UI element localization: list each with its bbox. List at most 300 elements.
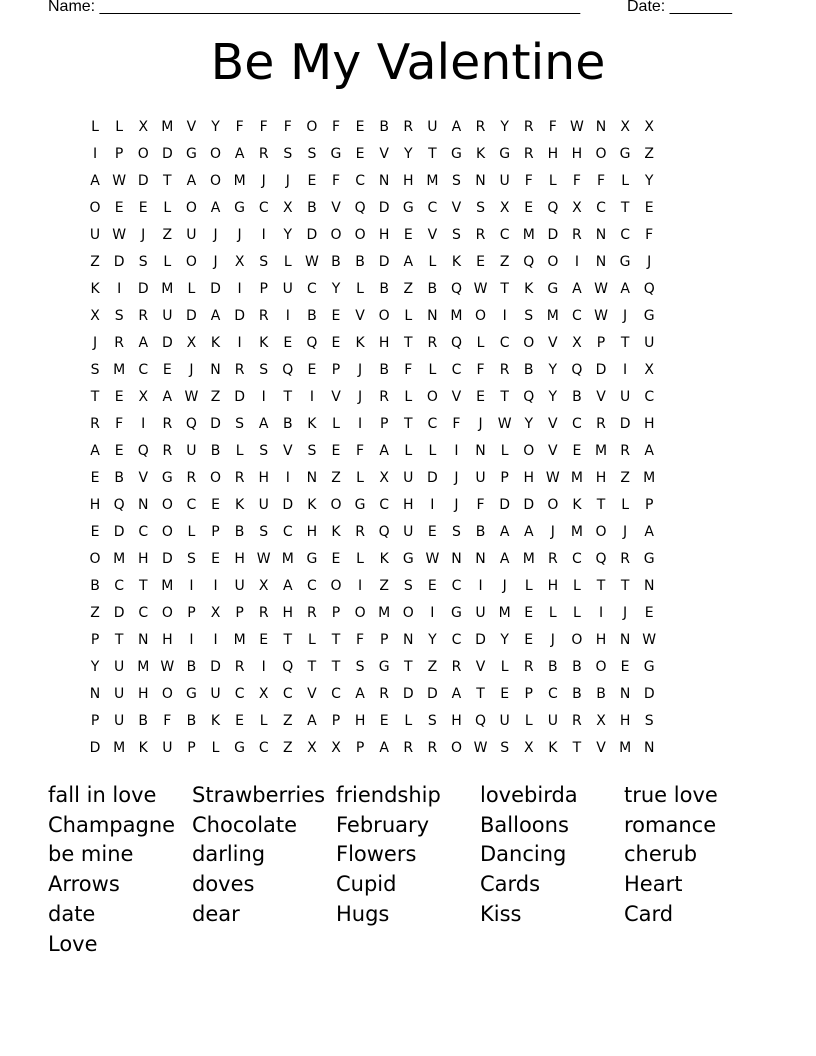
grid-letter[interactable]: N xyxy=(210,361,221,378)
grid-letter[interactable]: X xyxy=(90,307,100,324)
grid-letter[interactable]: U xyxy=(234,577,245,594)
grid-letter[interactable]: G xyxy=(499,145,511,162)
grid-letter[interactable]: S xyxy=(452,523,461,540)
grid-letter[interactable]: I xyxy=(213,631,218,648)
grid-letter[interactable]: O xyxy=(595,523,607,540)
grid-letter[interactable]: A xyxy=(186,172,197,189)
grid-letter[interactable]: O xyxy=(378,307,390,324)
grid-letter[interactable]: M xyxy=(137,658,150,675)
grid-letter[interactable]: V xyxy=(548,442,558,459)
grid-letter[interactable]: S xyxy=(452,172,461,189)
grid-letter[interactable]: W xyxy=(473,280,488,297)
grid-letter[interactable]: V xyxy=(331,388,341,405)
grid-letter[interactable]: I xyxy=(213,577,218,594)
grid-letter[interactable]: X xyxy=(572,334,582,351)
grid-letter[interactable]: J xyxy=(213,226,218,243)
grid-letter[interactable]: M xyxy=(643,469,656,486)
grid-letter[interactable]: E xyxy=(259,631,269,648)
grid-letter[interactable]: U xyxy=(186,442,197,459)
grid-letter[interactable]: M xyxy=(161,118,174,135)
grid-letter[interactable]: Q xyxy=(282,658,294,675)
grid-letter[interactable]: P xyxy=(379,631,389,648)
grid-letter[interactable]: A xyxy=(451,685,462,702)
grid-letter[interactable]: W xyxy=(160,658,175,675)
grid-letter[interactable]: R xyxy=(403,118,414,135)
grid-letter[interactable]: B xyxy=(379,361,389,378)
grid-letter[interactable]: E xyxy=(90,469,100,486)
grid-letter[interactable]: O xyxy=(523,334,535,351)
grid-letter[interactable]: M xyxy=(522,226,535,243)
grid-letter[interactable]: B xyxy=(596,685,606,702)
grid-letter[interactable]: A xyxy=(234,145,245,162)
grid-letter[interactable]: D xyxy=(306,226,318,243)
grid-letter[interactable]: Z xyxy=(90,604,100,621)
grid-letter[interactable]: T xyxy=(163,172,172,189)
grid-letter[interactable]: N xyxy=(89,685,101,702)
grid-letter[interactable]: A xyxy=(523,523,534,540)
grid-letter[interactable]: F xyxy=(596,172,606,189)
grid-letter[interactable]: V xyxy=(596,739,606,756)
grid-letter[interactable]: D xyxy=(137,280,149,297)
grid-letter[interactable]: K xyxy=(451,253,462,270)
grid-letter[interactable]: S xyxy=(403,577,413,594)
grid-letter[interactable]: G xyxy=(451,145,462,162)
grid-letter[interactable]: D xyxy=(378,253,390,270)
grid-letter[interactable]: T xyxy=(500,280,509,297)
grid-letter[interactable]: Y xyxy=(428,631,437,648)
grid-letter[interactable]: Q xyxy=(523,253,535,270)
grid-letter[interactable]: E xyxy=(162,361,172,378)
grid-letter[interactable]: J xyxy=(623,523,628,540)
grid-letter[interactable]: N xyxy=(619,631,631,648)
grid-letter[interactable]: W xyxy=(594,307,608,324)
grid-letter[interactable]: L xyxy=(621,496,630,513)
grid-letter[interactable]: H xyxy=(523,469,534,486)
grid-letter[interactable]: N xyxy=(475,442,486,459)
grid-letter[interactable]: L xyxy=(500,442,509,459)
grid-letter[interactable]: D xyxy=(234,388,245,405)
grid-letter[interactable]: O xyxy=(137,145,149,162)
grid-letter[interactable]: U xyxy=(619,388,631,405)
grid-letter[interactable]: G xyxy=(378,658,390,675)
grid-letter[interactable]: J xyxy=(237,226,242,243)
grid-letter[interactable]: C xyxy=(234,685,245,702)
grid-letter[interactable]: A xyxy=(403,253,414,270)
grid-letter[interactable]: H xyxy=(89,496,101,513)
grid-letter[interactable]: D xyxy=(547,226,559,243)
grid-letter[interactable]: C xyxy=(282,523,293,540)
grid-letter[interactable]: H xyxy=(595,469,607,486)
grid-letter[interactable]: L xyxy=(235,442,244,459)
grid-letter[interactable]: D xyxy=(186,307,197,324)
grid-letter[interactable]: H xyxy=(571,145,583,162)
grid-letter[interactable]: C xyxy=(499,334,510,351)
grid-letter[interactable]: D xyxy=(89,739,101,756)
grid-letter[interactable]: U xyxy=(475,604,486,621)
grid-letter[interactable]: C xyxy=(427,415,438,432)
grid-letter[interactable]: Q xyxy=(547,199,559,216)
grid-letter[interactable]: P xyxy=(90,712,100,729)
grid-letter[interactable]: J xyxy=(358,361,363,378)
grid-letter[interactable]: R xyxy=(162,415,173,432)
grid-letter[interactable]: E xyxy=(307,361,317,378)
grid-letter[interactable]: X xyxy=(572,199,582,216)
grid-letter[interactable]: J xyxy=(550,631,555,648)
grid-letter[interactable]: O xyxy=(185,199,197,216)
grid-letter[interactable]: I xyxy=(117,280,122,297)
grid-letter[interactable]: F xyxy=(524,172,533,189)
grid-letter[interactable]: O xyxy=(354,226,366,243)
grid-letter[interactable]: S xyxy=(355,658,365,675)
grid-letter[interactable]: R xyxy=(403,739,414,756)
grid-letter[interactable]: X xyxy=(138,118,149,135)
grid-letter[interactable]: B xyxy=(572,388,582,405)
grid-letter[interactable]: M xyxy=(233,631,246,648)
grid-letter[interactable]: V xyxy=(451,199,462,216)
grid-letter[interactable]: C xyxy=(547,685,558,702)
grid-letter[interactable]: Y xyxy=(524,415,534,432)
grid-letter[interactable]: C xyxy=(427,199,438,216)
grid-letter[interactable]: J xyxy=(213,253,218,270)
grid-letter[interactable]: A xyxy=(355,685,365,702)
grid-letter[interactable]: H xyxy=(282,604,294,621)
grid-letter[interactable]: R xyxy=(620,550,630,567)
grid-letter[interactable]: P xyxy=(90,631,100,648)
grid-letter[interactable]: U xyxy=(210,685,221,702)
grid-letter[interactable]: I xyxy=(92,145,98,162)
grid-letter[interactable]: E xyxy=(307,172,317,189)
grid-letter[interactable]: L xyxy=(211,739,220,756)
grid-letter[interactable]: R xyxy=(523,658,534,675)
grid-letter[interactable]: Y xyxy=(403,145,413,162)
grid-letter[interactable]: P xyxy=(235,604,244,621)
grid-letter[interactable]: O xyxy=(595,145,607,162)
grid-letter[interactable]: F xyxy=(283,118,292,135)
grid-letter[interactable]: O xyxy=(330,577,342,594)
grid-letter[interactable]: M xyxy=(619,739,632,756)
grid-letter[interactable]: A xyxy=(451,118,462,135)
grid-letter[interactable]: D xyxy=(402,685,414,702)
grid-letter[interactable]: X xyxy=(283,199,293,216)
grid-letter[interactable]: Y xyxy=(548,388,558,405)
grid-letter[interactable]: K xyxy=(355,334,365,351)
grid-letter[interactable]: Y xyxy=(500,631,509,648)
grid-letter[interactable]: Q xyxy=(185,415,197,432)
grid-letter[interactable]: S xyxy=(259,523,269,540)
grid-letter[interactable]: C xyxy=(451,361,462,378)
grid-letter[interactable]: M xyxy=(546,307,559,324)
grid-letter[interactable]: E xyxy=(331,550,341,567)
grid-letter[interactable]: Q xyxy=(475,712,487,729)
grid-letter[interactable]: U xyxy=(162,739,173,756)
grid-letter[interactable]: L xyxy=(259,712,268,729)
grid-letter[interactable]: I xyxy=(237,334,242,351)
grid-letter[interactable]: P xyxy=(596,334,606,351)
grid-letter[interactable]: D xyxy=(113,523,125,540)
grid-letter[interactable]: H xyxy=(306,523,318,540)
grid-letter[interactable]: D xyxy=(161,145,173,162)
grid-letter[interactable]: K xyxy=(259,334,269,351)
grid-letter[interactable]: Y xyxy=(90,658,100,675)
grid-letter[interactable]: P xyxy=(187,739,196,756)
grid-letter[interactable]: B xyxy=(331,253,341,270)
grid-letter[interactable]: I xyxy=(478,577,483,594)
grid-letter[interactable]: T xyxy=(620,199,630,216)
grid-letter[interactable]: F xyxy=(331,118,341,135)
grid-letter[interactable]: K xyxy=(307,496,317,513)
grid-letter[interactable]: O xyxy=(547,253,559,270)
grid-letter[interactable]: B xyxy=(523,361,534,378)
grid-letter[interactable]: E xyxy=(524,199,534,216)
grid-letter[interactable]: E xyxy=(114,199,124,216)
grid-letter[interactable]: R xyxy=(620,442,630,459)
grid-letter[interactable]: F xyxy=(163,712,172,729)
grid-letter[interactable]: Q xyxy=(137,442,149,459)
grid-letter[interactable]: M xyxy=(498,604,511,621)
grid-letter[interactable]: L xyxy=(332,415,340,432)
grid-letter[interactable]: F xyxy=(476,496,485,513)
grid-letter[interactable]: P xyxy=(331,361,341,378)
grid-letter[interactable]: K xyxy=(235,496,245,513)
grid-letter[interactable]: H xyxy=(354,712,366,729)
grid-letter[interactable]: Y xyxy=(331,280,341,297)
grid-letter[interactable]: S xyxy=(186,550,196,567)
grid-letter[interactable]: A xyxy=(644,442,654,459)
grid-letter[interactable]: S xyxy=(307,442,317,459)
grid-letter[interactable]: N xyxy=(427,307,438,324)
grid-letter[interactable]: D xyxy=(595,361,607,378)
grid-letter[interactable]: D xyxy=(161,550,173,567)
grid-letter[interactable]: H xyxy=(451,712,462,729)
grid-letter[interactable]: B xyxy=(114,469,124,486)
grid-letter[interactable]: Q xyxy=(595,550,607,567)
grid-letter[interactable]: X xyxy=(186,334,197,351)
grid-letter[interactable]: I xyxy=(574,253,579,270)
grid-letter[interactable]: J xyxy=(454,496,459,513)
grid-letter[interactable]: R xyxy=(307,604,317,621)
grid-letter[interactable]: P xyxy=(500,469,509,486)
grid-letter[interactable]: O xyxy=(354,604,366,621)
grid-letter[interactable]: I xyxy=(237,280,242,297)
grid-letter[interactable]: D xyxy=(161,334,173,351)
grid-letter[interactable]: G xyxy=(234,199,246,216)
grid-letter[interactable]: S xyxy=(476,199,485,216)
grid-letter[interactable]: P xyxy=(331,712,341,729)
grid-letter[interactable]: O xyxy=(571,631,583,648)
grid-letter[interactable]: D xyxy=(499,496,511,513)
grid-letter[interactable]: E xyxy=(138,199,148,216)
grid-letter[interactable]: S xyxy=(259,361,269,378)
grid-letter[interactable]: C xyxy=(572,550,582,567)
grid-letter[interactable]: D xyxy=(113,604,125,621)
grid-letter[interactable]: F xyxy=(259,118,268,135)
grid-letter[interactable]: T xyxy=(572,739,582,756)
grid-letter[interactable]: L xyxy=(115,118,124,135)
grid-letter[interactable]: E xyxy=(524,631,534,648)
grid-letter[interactable]: Z xyxy=(283,712,293,729)
grid-letter[interactable]: R xyxy=(258,307,269,324)
grid-letter[interactable]: Q xyxy=(354,199,366,216)
grid-letter[interactable]: T xyxy=(90,388,100,405)
grid-letter[interactable]: F xyxy=(331,172,341,189)
grid-letter[interactable]: E xyxy=(331,334,341,351)
grid-letter[interactable]: W xyxy=(256,550,271,567)
grid-letter[interactable]: R xyxy=(523,145,534,162)
grid-letter[interactable]: D xyxy=(210,415,221,432)
grid-letter[interactable]: D xyxy=(210,280,221,297)
grid-letter[interactable]: M xyxy=(570,523,583,540)
grid-letter[interactable]: D xyxy=(378,199,390,216)
grid-letter[interactable]: O xyxy=(330,226,342,243)
grid-letter[interactable]: O xyxy=(185,253,197,270)
grid-letter[interactable]: B xyxy=(307,307,317,324)
grid-letter[interactable]: W xyxy=(642,631,657,648)
grid-letter[interactable]: G xyxy=(643,550,655,567)
grid-letter[interactable]: F xyxy=(115,415,124,432)
grid-letter[interactable]: I xyxy=(430,496,435,513)
grid-letter[interactable]: S xyxy=(259,253,269,270)
grid-letter[interactable]: W xyxy=(112,226,127,243)
grid-letter[interactable]: D xyxy=(475,631,486,648)
grid-letter[interactable]: W xyxy=(304,253,319,270)
grid-letter[interactable]: Q xyxy=(450,280,462,297)
grid-letter[interactable]: L xyxy=(404,388,413,405)
grid-letter[interactable]: L xyxy=(356,469,364,486)
grid-letter[interactable]: D xyxy=(426,685,438,702)
grid-letter[interactable]: B xyxy=(548,658,558,675)
grid-letter[interactable]: H xyxy=(403,172,414,189)
grid-letter[interactable]: O xyxy=(161,685,173,702)
grid-letter[interactable]: E xyxy=(644,199,654,216)
grid-letter[interactable]: F xyxy=(572,172,581,189)
date-field[interactable]: Date: _______ xyxy=(627,0,732,15)
grid-letter[interactable]: O xyxy=(450,739,462,756)
grid-letter[interactable]: X xyxy=(138,388,149,405)
grid-letter[interactable]: Z xyxy=(162,226,173,243)
grid-letter[interactable]: R xyxy=(427,334,438,351)
grid-letter[interactable]: E xyxy=(427,523,437,540)
grid-letter[interactable]: C xyxy=(138,604,149,621)
grid-letter[interactable]: Z xyxy=(427,658,438,675)
grid-letter[interactable]: Z xyxy=(403,280,414,297)
grid-letter[interactable]: P xyxy=(644,496,654,513)
grid-letter[interactable]: M xyxy=(450,307,463,324)
grid-letter[interactable]: R xyxy=(90,415,100,432)
grid-letter[interactable]: I xyxy=(454,442,459,459)
grid-letter[interactable]: T xyxy=(620,334,630,351)
grid-letter[interactable]: L xyxy=(573,604,581,621)
grid-letter[interactable]: D xyxy=(426,469,438,486)
grid-letter[interactable]: X xyxy=(644,361,654,378)
grid-letter[interactable]: G xyxy=(402,199,414,216)
grid-letter[interactable]: S xyxy=(90,361,100,378)
grid-letter[interactable]: U xyxy=(89,226,101,243)
grid-letter[interactable]: R xyxy=(451,658,462,675)
grid-letter[interactable]: K xyxy=(210,712,221,729)
grid-letter[interactable]: U xyxy=(547,712,558,729)
grid-letter[interactable]: C xyxy=(307,577,317,594)
grid-letter[interactable]: X xyxy=(523,739,534,756)
grid-letter[interactable]: K xyxy=(90,280,100,297)
grid-letter[interactable]: T xyxy=(114,631,124,648)
grid-letter[interactable]: N xyxy=(475,172,486,189)
grid-letter[interactable]: J xyxy=(358,388,363,405)
grid-letter[interactable]: A xyxy=(572,280,582,297)
grid-letter[interactable]: J xyxy=(623,604,628,621)
grid-letter[interactable]: H xyxy=(547,145,559,162)
grid-letter[interactable]: K xyxy=(307,415,317,432)
grid-letter[interactable]: A xyxy=(90,442,100,459)
grid-letter[interactable]: R xyxy=(355,523,365,540)
grid-letter[interactable]: W xyxy=(570,118,584,135)
grid-letter[interactable]: A xyxy=(210,199,221,216)
grid-letter[interactable]: L xyxy=(91,118,99,135)
grid-letter[interactable]: Y xyxy=(211,118,220,135)
grid-letter[interactable]: M xyxy=(233,172,246,189)
grid-letter[interactable]: E xyxy=(620,658,630,675)
grid-letter[interactable]: V xyxy=(355,307,365,324)
grid-letter[interactable]: G xyxy=(354,496,366,513)
grid-letter[interactable]: P xyxy=(114,145,124,162)
grid-letter[interactable]: C xyxy=(114,577,125,594)
grid-letter[interactable]: M xyxy=(161,280,174,297)
grid-letter[interactable]: U xyxy=(114,712,125,729)
grid-letter[interactable]: D xyxy=(619,415,631,432)
grid-letter[interactable]: H xyxy=(162,631,173,648)
grid-letter[interactable]: B xyxy=(427,280,438,297)
grid-letter[interactable]: Q xyxy=(306,334,318,351)
grid-letter[interactable]: S xyxy=(259,442,269,459)
grid-letter[interactable]: U xyxy=(114,658,125,675)
grid-letter[interactable]: O xyxy=(210,145,222,162)
grid-letter[interactable]: R xyxy=(547,550,558,567)
grid-letter[interactable]: O xyxy=(89,199,101,216)
grid-letter[interactable]: X xyxy=(620,118,630,135)
grid-letter[interactable]: I xyxy=(358,577,363,594)
grid-letter[interactable]: C xyxy=(282,685,293,702)
grid-letter[interactable]: L xyxy=(524,577,533,594)
grid-letter[interactable]: Z xyxy=(644,145,654,162)
grid-letter[interactable]: E xyxy=(379,712,389,729)
grid-letter[interactable]: T xyxy=(307,658,317,675)
grid-letter[interactable]: P xyxy=(379,415,389,432)
grid-letter[interactable]: L xyxy=(356,550,364,567)
grid-letter[interactable]: G xyxy=(451,604,462,621)
grid-letter[interactable]: T xyxy=(331,631,341,648)
grid-letter[interactable]: B xyxy=(379,118,389,135)
grid-letter[interactable]: L xyxy=(573,577,581,594)
grid-letter[interactable]: I xyxy=(261,658,266,675)
grid-letter[interactable]: C xyxy=(258,739,269,756)
grid-letter[interactable]: S xyxy=(524,307,534,324)
grid-letter[interactable]: S xyxy=(307,145,317,162)
grid-letter[interactable]: X xyxy=(596,712,606,729)
grid-letter[interactable]: L xyxy=(500,658,509,675)
grid-letter[interactable]: N xyxy=(595,253,607,270)
grid-letter[interactable]: R xyxy=(523,118,534,135)
grid-letter[interactable]: A xyxy=(620,280,630,297)
grid-letter[interactable]: U xyxy=(499,712,510,729)
grid-letter[interactable]: R xyxy=(114,334,124,351)
grid-letter[interactable]: T xyxy=(283,631,293,648)
grid-letter[interactable]: L xyxy=(428,442,437,459)
grid-letter[interactable]: V xyxy=(138,469,149,486)
grid-letter[interactable]: I xyxy=(189,631,194,648)
grid-letter[interactable]: L xyxy=(283,253,292,270)
grid-letter[interactable]: F xyxy=(356,442,365,459)
grid-letter[interactable]: M xyxy=(113,550,126,567)
grid-letter[interactable]: I xyxy=(189,577,194,594)
